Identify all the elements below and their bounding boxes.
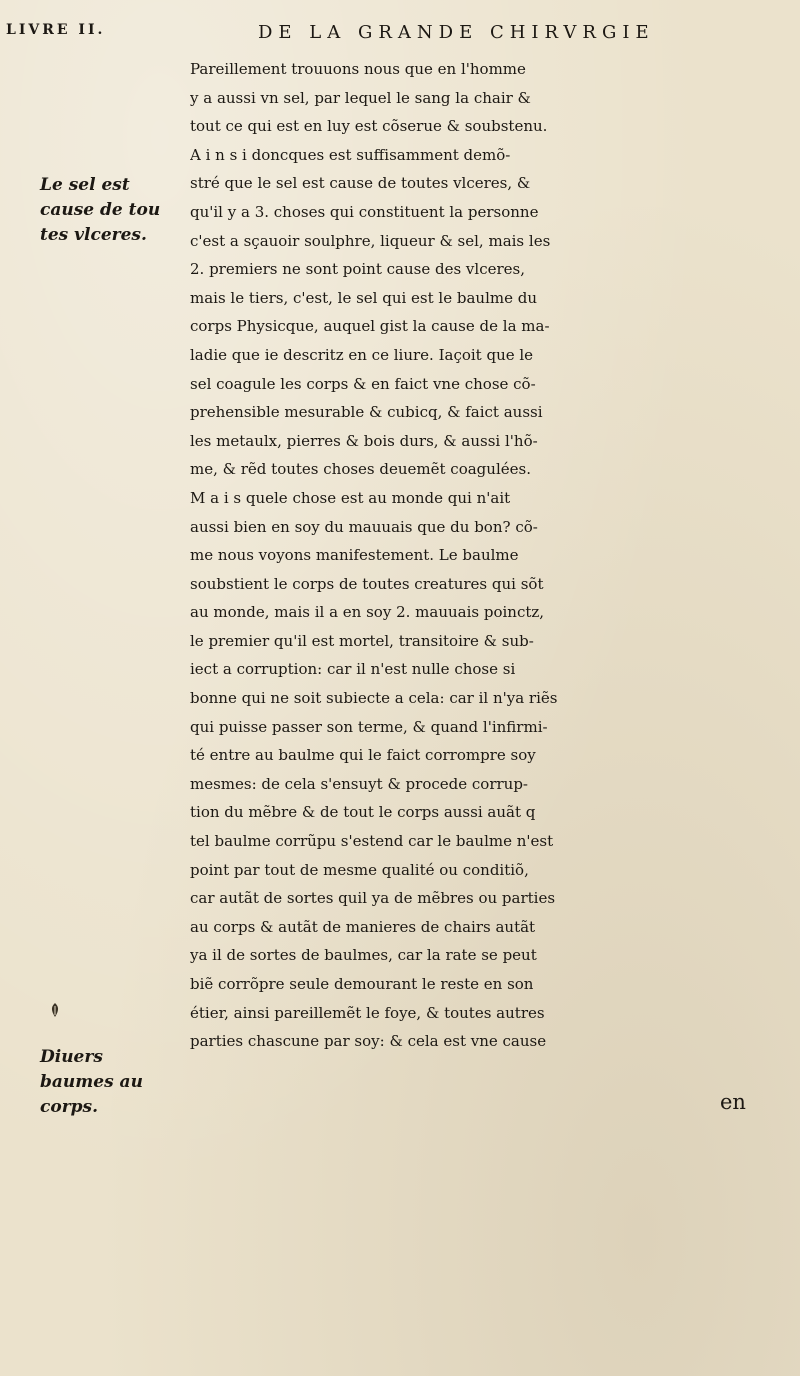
text-line: me, & rẽd toutes choses deuemẽt coagulées. — [190, 460, 531, 479]
text-line: le premier qu'il est mortel, transitoire & sub- — [190, 631, 534, 650]
text-line: té entre au baulme qui le faict corrompre soy — [190, 746, 536, 765]
text-line: car autãt de sortes quil ya de mẽbres ou parties — [190, 889, 556, 908]
margin-note-line: corps. — [40, 1097, 99, 1117]
text-line: Pareillement trouuons nous que en l'homme — [190, 60, 526, 78]
margin-note-line: tes vlceres. — [40, 225, 147, 245]
text-line: prehensible mesurable & cubicq, & faict aussi — [190, 403, 543, 422]
text-line: les metaulx, pierres & bois durs, & aussi l'hõ- — [190, 431, 538, 450]
text-line: mais le tiers, c'est, le sel qui est le baulme du — [190, 288, 537, 307]
text-line: ya il de sortes de baulmes, car la rate se peut — [190, 946, 537, 965]
text-line: tel baulme corrũpu s'estend car le baulme n'est — [190, 832, 554, 851]
text-line: qui puisse passer son terme, & quand l'infirmi- — [190, 717, 548, 736]
text-line: étier, ainsi pareillemẽt le foye, & toutes autres — [190, 1003, 545, 1022]
text-line: tion du mẽbre & de tout le corps aussi auãt q — [190, 803, 536, 822]
text-line: au monde, mais il a en soy 2. mauuais poinctz, — [190, 603, 545, 622]
text-line: tout ce qui est en luy est cõserue & soubstenu. — [190, 117, 548, 136]
catchword: en — [720, 1090, 746, 1114]
text-line: me nous voyons manifestement. Le baulme — [190, 546, 519, 565]
margin-note-line: Le sel est — [40, 175, 130, 195]
book-number: LIVRE II. — [6, 22, 106, 38]
text-line: point par tout de mesme qualité ou conditiõ, — [190, 860, 529, 879]
text-line: iect a corruption: car il n'est nulle chose si — [190, 660, 516, 679]
text-line: A i n s i doncques est suffisamment demõ- — [190, 145, 511, 164]
margin-note-baumes — [40, 1045, 180, 1120]
margin-note-line: baumes au — [40, 1072, 143, 1092]
text-line: qu'il y a 3. choses qui constituent la personne — [190, 202, 539, 221]
text-line: sel coagule les corps & en faict vne chose cõ- — [190, 374, 536, 393]
text-line: aussi bien en soy du mauuais que du bon? cõ- — [190, 517, 538, 536]
text-line: y a aussi vn sel, par lequel le sang la chair & — [190, 88, 531, 107]
fleuron-icon — [48, 1002, 64, 1018]
main-text-column — [190, 55, 780, 1056]
text-line: biẽ corrõpre seule demourant le reste en son — [190, 975, 534, 993]
text-line: bonne qui ne soit subiecte a cela: car il n'ya riẽs — [190, 689, 558, 708]
text-line: M a i s quele chose est au monde qui n'ait — [190, 488, 511, 507]
margin-note-line: Diuers — [40, 1047, 103, 1067]
text-line: 2. premiers ne sont point cause des vlceres, — [190, 260, 525, 279]
text-line: au corps & autãt de manieres de chairs autãt — [190, 917, 536, 936]
text-line: stré que le sel est cause de toutes vlceres, & — [190, 174, 531, 193]
margin-note-sel — [40, 173, 180, 248]
text-line: soubstient le corps de toutes creatures qui sõt — [190, 574, 544, 593]
margin-note-line: cause de tou — [40, 200, 161, 220]
text-line: parties chascune par soy: & cela est vne cause — [190, 1032, 547, 1051]
text-line: mesmes: de cela s'ensuyt & procede corrup- — [190, 774, 528, 793]
text-line: corps Physicque, auquel gist la cause de la ma- — [190, 317, 550, 336]
text-line: c'est a sçauoir soulphre, liqueur & sel, mais les — [190, 231, 551, 250]
text-line: ladie que ie descritz en ce liure. Iaçoit que le — [190, 345, 534, 364]
running-title: DE LA GRANDE CHIRVRGIE — [258, 22, 655, 43]
running-header — [0, 22, 800, 50]
